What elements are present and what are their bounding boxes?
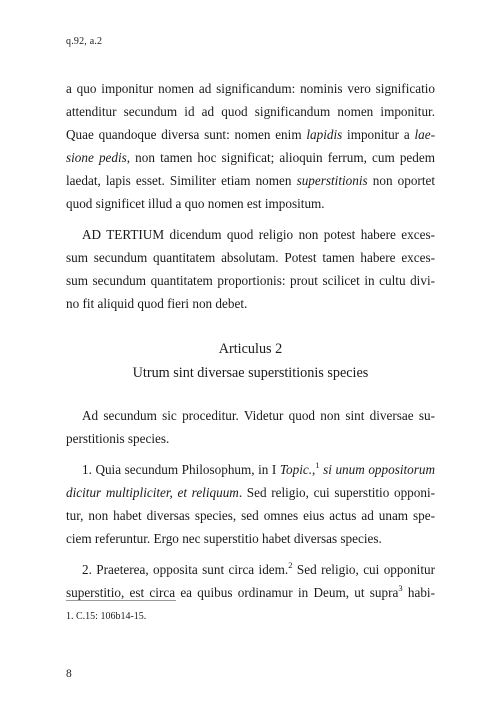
text-line: sione pedis, non tamen hoc significat; alioquin ferrum, cum pedem bbox=[66, 150, 435, 165]
paragraph-continuation bbox=[66, 77, 435, 215]
text-line: sum secundum quantitatem absolutam. Potest tamen habere exces- bbox=[66, 250, 435, 265]
text-line: laedat, lapis esset. Similiter etiam nomen superstitionis non oportet bbox=[66, 173, 435, 188]
italic-quote: si unum oppositorum bbox=[319, 462, 436, 477]
article-title: Utrum sint diversae superstitionis species bbox=[132, 365, 369, 381]
italic-term: lapidis bbox=[306, 127, 343, 142]
italic-term: Topic. bbox=[279, 462, 313, 477]
paragraph-ad-secundum bbox=[66, 404, 435, 450]
footnote-ref[interactable]: 2 bbox=[288, 560, 293, 570]
text-line: sum secundum quantitatem proportionis: prout scilicet in cultu divi- bbox=[66, 273, 435, 288]
text-line: 1. Quia secundum Philosophum, in I Topic.,$^1$ si unum oppositorum bbox=[82, 460, 436, 477]
text-line: attenditur secundum id ad quod significandum nomen imponitur. bbox=[66, 104, 435, 119]
paragraph-gap bbox=[66, 550, 435, 558]
paragraph-objection-1 bbox=[66, 458, 435, 550]
article-heading bbox=[66, 337, 435, 385]
paragraph-gap bbox=[66, 450, 435, 458]
italic-term: superstitionis bbox=[296, 173, 368, 188]
paragraph-ad-tertium bbox=[66, 223, 435, 315]
text-line: Quae quandoque diversa sunt: nomen enim lapidis imponitur a lae- bbox=[66, 127, 435, 142]
text-line: 2. Praeterea, opposita sunt circa idem.$^2$ Sed religio, cui opponitur bbox=[82, 560, 435, 577]
text-line: superstitio, est circa ea quibus ordinamur in Deum, ut supra$^3$ habi- bbox=[66, 583, 435, 600]
footnote-ref[interactable]: 3 bbox=[398, 583, 403, 593]
italic-quote: dicitur multipliciter, et reliquum bbox=[66, 485, 239, 500]
footnote-ref[interactable]: 1 bbox=[315, 460, 320, 470]
article-number: Articulus 2 bbox=[218, 341, 283, 357]
italic-term: lae- bbox=[414, 127, 435, 142]
main-text bbox=[66, 77, 435, 604]
text-line: dicitur multipliciter, et reliquum. Sed religio, cui superstitio opponi- bbox=[66, 485, 435, 500]
italic-term: sione pedis bbox=[66, 150, 127, 165]
text-line: quod significet illud a quo nomen est impositum. bbox=[66, 196, 325, 211]
text-line: AD TERTIUM dicendum quod religio non potest habere exces- bbox=[82, 227, 435, 242]
paragraph-objection-2 bbox=[66, 558, 435, 604]
footnote-rule bbox=[66, 600, 176, 601]
page-number: 8 bbox=[66, 668, 72, 680]
text-line: Ad secundum sic proceditur. Videtur quod non sint diversae su- bbox=[82, 408, 435, 423]
text-line: a quo imponitur nomen ad significandum: nominis vero significatio bbox=[66, 81, 435, 96]
paragraph-gap bbox=[66, 215, 435, 223]
running-head: q.92, a.2 bbox=[66, 36, 103, 47]
text-line: no fit aliquid quod fieri non debet. bbox=[66, 296, 248, 311]
text-line: ciem referuntur. Ergo nec superstitio habet diversas species. bbox=[66, 531, 382, 546]
text-line: perstitionis species. bbox=[66, 431, 170, 446]
footnote: 1. C.15: 106b14-15. bbox=[66, 611, 147, 622]
text-line: tur, non habet diversas species, sed omnes eius actus ad unam spe- bbox=[66, 508, 435, 523]
